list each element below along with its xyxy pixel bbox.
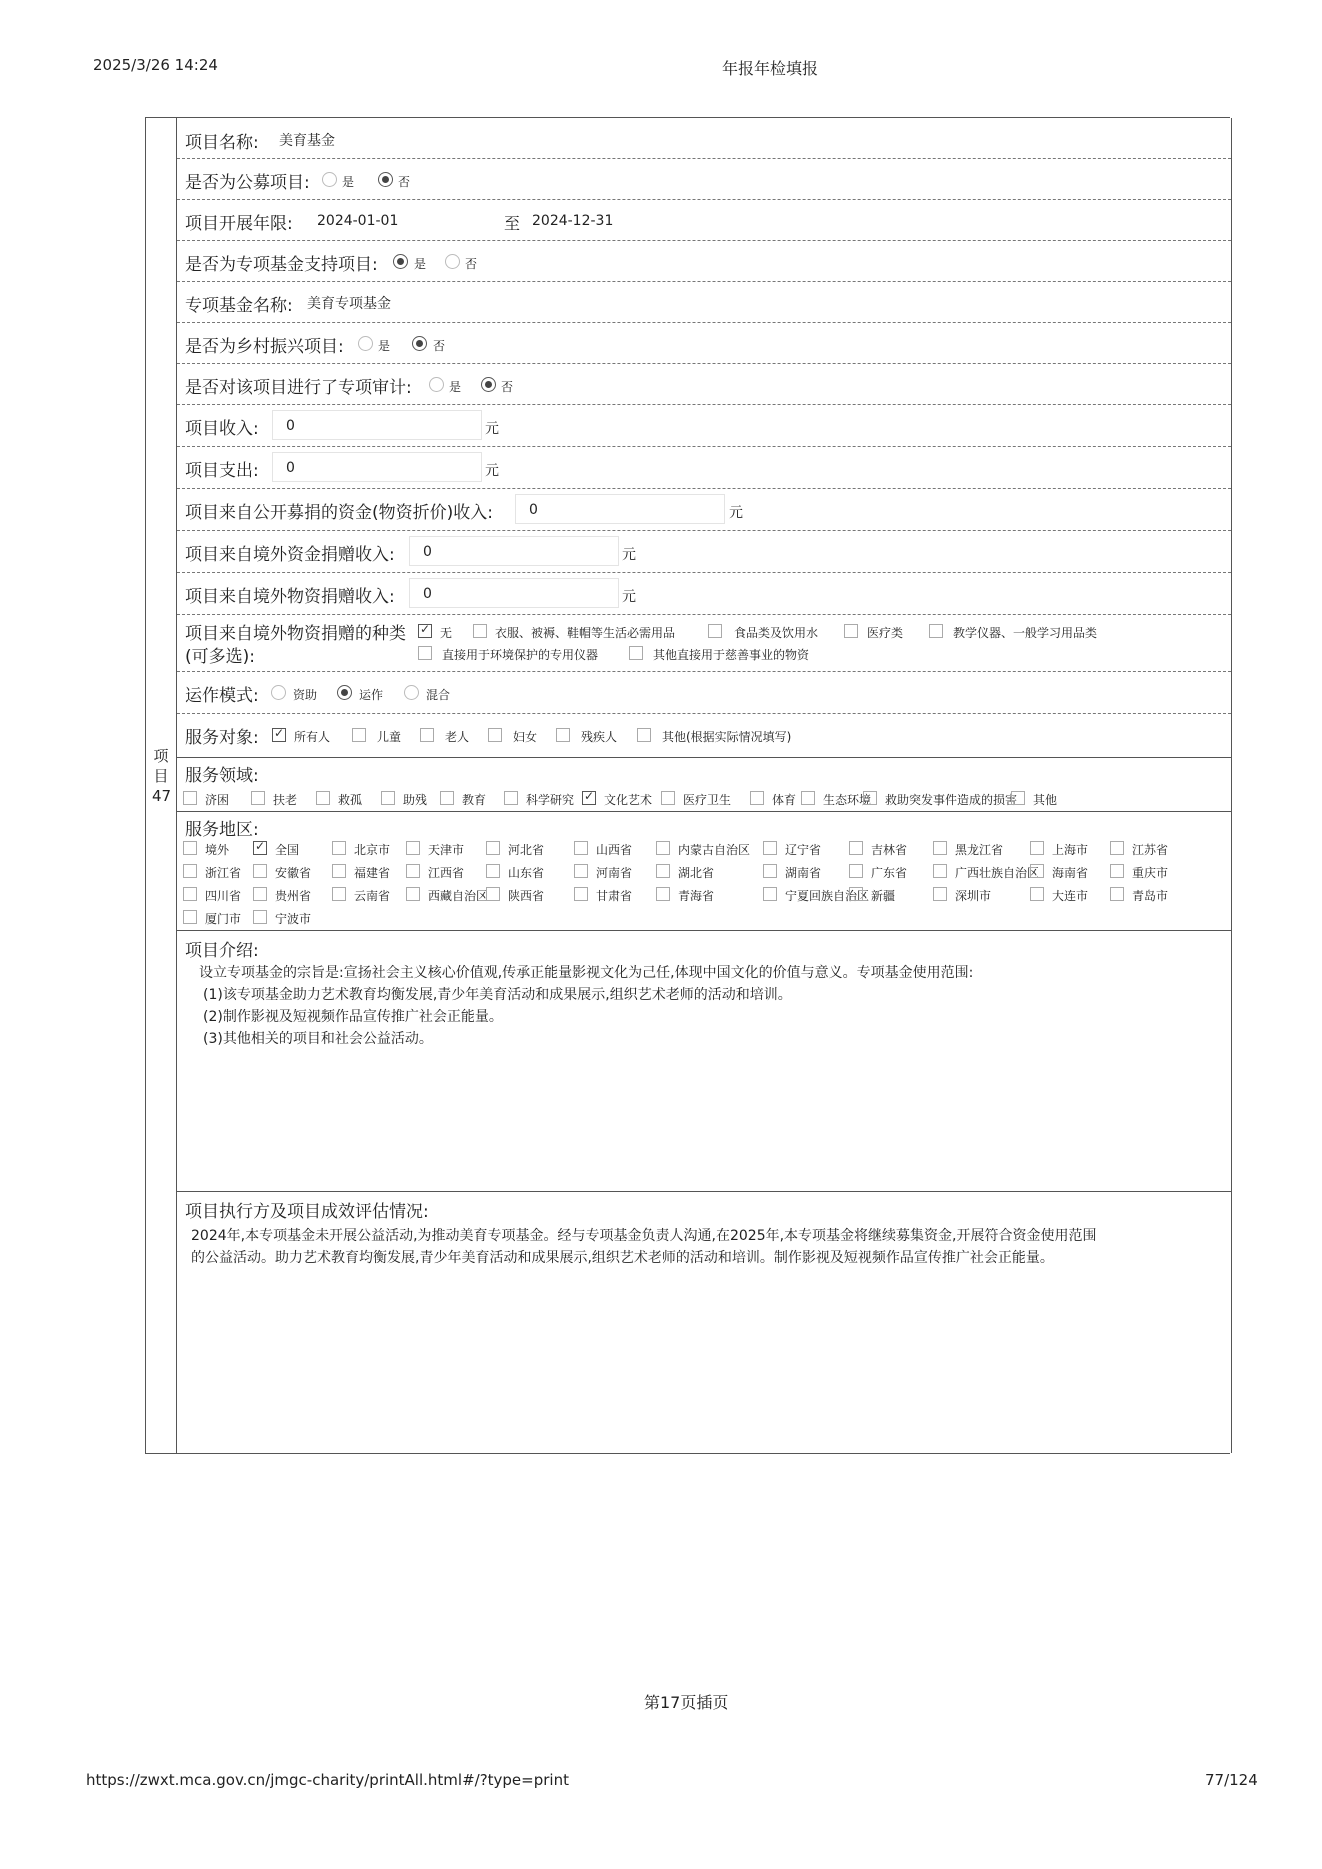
print-datetime: 2025/3/26 14:24 [93, 56, 218, 74]
foreign-fund-value: 0 [423, 544, 432, 560]
evaluation-text [191, 1225, 1097, 1269]
service-region-checkbox[interactable] [849, 887, 863, 901]
public-fundraising-no-radio[interactable] [378, 172, 393, 187]
project-intro-text [199, 962, 973, 1050]
expense-label: 项目支出: [185, 461, 259, 481]
service-field-checkbox[interactable] [582, 791, 596, 805]
public-fundraising-yes-radio[interactable] [322, 172, 337, 187]
operation-option-label: 混合 [426, 688, 451, 702]
service-region-checkbox[interactable] [656, 864, 670, 878]
service-region-checkbox[interactable] [849, 841, 863, 855]
goods-env-checkbox[interactable] [418, 646, 432, 660]
page-url: https://zwxt.mca.gov.cn/jmgc-charity/printAll.html#/?type=print [86, 1771, 569, 1789]
service-region-checkbox[interactable] [253, 910, 267, 924]
service-region-option-label: 江苏省 [1132, 843, 1169, 857]
service-region-option-label: 云南省 [354, 889, 391, 903]
foreign-fund-label: 项目来自境外资金捐赠收入: [185, 545, 395, 565]
foreign-fund-unit: 元 [622, 547, 636, 563]
service-region-checkbox[interactable] [574, 887, 588, 901]
rural-label: 是否为乡村振兴项目: [185, 337, 344, 357]
row-public-income [177, 488, 1231, 531]
public-income-value: 0 [529, 502, 538, 518]
special-fund-support-yes-radio[interactable] [393, 254, 408, 269]
operation-run-radio[interactable] [337, 685, 352, 700]
service-region-checkbox[interactable] [332, 864, 346, 878]
service-region-label: 服务地区: [185, 820, 259, 840]
special-fund-support-no-radio[interactable] [445, 254, 460, 269]
service-field-option-label: 救孤 [338, 793, 363, 807]
row-income [177, 404, 1231, 447]
public-fundraising-yes-label: 是 [342, 175, 355, 189]
service-region-checkbox[interactable] [849, 864, 863, 878]
target-disabled-checkbox[interactable] [556, 728, 570, 742]
service-region-checkbox[interactable] [933, 841, 947, 855]
intro-line: 设立专项基金的宗旨是:宣扬社会主义核心价值观,传承正能量影视文化为己任,体现中国文化的价值与意义。专项基金使用范围: [199, 965, 974, 981]
service-field-checkbox[interactable] [251, 791, 265, 805]
target-option-label: 老人 [445, 730, 470, 744]
public-income-label: 项目来自公开募捐的资金(物资折价)收入: [185, 503, 493, 523]
goods-option-label: 直接用于环境保护的专用仪器 [442, 648, 599, 662]
service-region-checkbox[interactable] [574, 864, 588, 878]
audit-yes-label: 是 [449, 380, 462, 394]
service-region-option-label: 西藏自治区 [428, 889, 489, 903]
service-region-option-label: 江西省 [428, 866, 465, 880]
service-region-checkbox[interactable] [486, 864, 500, 878]
service-region-checkbox[interactable] [1030, 864, 1044, 878]
evaluation-line: 的公益活动。助力艺术教育均衡发展,青少年美育活动和成果展示,组织艺术老师的活动和培训。制作影视及短视频作品宣传推广社会正能量。 [191, 1250, 1054, 1266]
project-name-value: 美育基金 [279, 133, 335, 149]
service-region-checkbox[interactable] [486, 887, 500, 901]
public-fundraising-no-label: 否 [398, 175, 411, 189]
row-goods-types [177, 614, 1231, 672]
service-region-option-label: 内蒙古自治区 [678, 843, 751, 857]
row-special-fund-name [177, 281, 1231, 323]
expense-input[interactable] [272, 452, 482, 482]
goods-option-label: 其他直接用于慈善事业的物资 [653, 648, 810, 662]
service-region-option-label: 山西省 [596, 843, 633, 857]
service-field-option-label: 医疗卫生 [683, 793, 732, 807]
target-children-checkbox[interactable] [352, 728, 366, 742]
goods-food-checkbox[interactable] [708, 624, 722, 638]
service-field-option-label: 文化艺术 [604, 793, 653, 807]
goods-option-label: 无 [440, 626, 453, 640]
row-service-region [177, 811, 1231, 931]
row-service-field [177, 757, 1231, 812]
income-unit: 元 [485, 421, 499, 437]
intro-line: (2)制作影视及短视频作品宣传推广社会正能量。 [203, 1009, 503, 1025]
service-region-checkbox[interactable] [406, 864, 420, 878]
target-option-label: 所有人 [294, 730, 331, 744]
service-region-option-label: 甘肃省 [596, 889, 633, 903]
income-input[interactable] [272, 410, 482, 440]
operation-label: 运作模式: [185, 686, 259, 706]
service-field-option-label: 体育 [772, 793, 797, 807]
service-region-option-label: 吉林省 [871, 843, 908, 857]
evaluation-line: 2024年,本专项基金未开展公益活动,为推动美育专项基金。经与专项基金负责人沟通,在2025年,本专项基金将继续募集资金,开展符合资金使用范围 [191, 1228, 1097, 1244]
period-start[interactable]: 2024-01-01 [317, 213, 399, 229]
foreign-goods-unit: 元 [622, 589, 636, 605]
service-region-option-label: 全国 [275, 843, 300, 857]
service-region-checkbox[interactable] [183, 841, 197, 855]
service-field-checkbox[interactable] [750, 791, 764, 805]
service-region-option-label: 河北省 [508, 843, 545, 857]
service-region-option-label: 青海省 [678, 889, 715, 903]
special-fund-name-value[interactable]: 美育专项基金 [307, 296, 391, 312]
special-fund-support-yes-label: 是 [414, 257, 427, 271]
income-label: 项目收入: [185, 419, 259, 439]
period-to: 至 [504, 214, 521, 233]
service-region-option-label: 贵州省 [275, 889, 312, 903]
special-fund-name-label: 专项基金名称: [185, 296, 293, 316]
service-region-option-label: 厦门市 [205, 912, 242, 926]
project-intro-label: 项目介绍: [185, 941, 259, 961]
income-value: 0 [286, 418, 295, 434]
row-special-fund-support [177, 240, 1231, 282]
goods-teaching-checkbox[interactable] [929, 624, 943, 638]
service-region-option-label: 黑龙江省 [955, 843, 1004, 857]
audit-no-label: 否 [501, 380, 514, 394]
target-option-label: 妇女 [513, 730, 538, 744]
period-end[interactable]: 2024-12-31 [532, 213, 614, 229]
service-region-option-label: 安徽省 [275, 866, 312, 880]
service-field-label: 服务领域: [185, 766, 259, 786]
audit-no-radio[interactable] [481, 377, 496, 392]
row-service-target [177, 713, 1231, 758]
project-number-label [152, 746, 170, 806]
page-counter: 77/124 [1205, 1771, 1258, 1789]
service-field-option-label: 科学研究 [526, 793, 575, 807]
service-region-option-label: 河南省 [596, 866, 633, 880]
service-region-checkbox[interactable] [933, 887, 947, 901]
service-field-checkbox[interactable] [801, 791, 815, 805]
service-region-option-label: 北京市 [354, 843, 391, 857]
side-label-number: 47 [152, 787, 172, 805]
row-foreign-fund [177, 530, 1231, 573]
service-region-checkbox[interactable] [406, 841, 420, 855]
service-region-option-label: 海南省 [1052, 866, 1089, 880]
service-field-checkbox[interactable] [1011, 791, 1025, 805]
service-field-checkbox[interactable] [440, 791, 454, 805]
service-region-checkbox[interactable] [656, 841, 670, 855]
target-option-label: 儿童 [377, 730, 402, 744]
service-region-option-label: 辽宁省 [785, 843, 822, 857]
special-fund-support-label: 是否为专项基金支持项目: [185, 255, 378, 275]
goods-option-label: 医疗类 [867, 626, 904, 640]
goods-option-label: 衣服、被褥、鞋帽等生活必需用品 [495, 626, 676, 640]
service-field-checkbox[interactable] [381, 791, 395, 805]
service-region-option-label: 上海市 [1052, 843, 1089, 857]
service-field-option-label: 扶老 [273, 793, 298, 807]
rural-no-radio[interactable] [412, 336, 427, 351]
service-field-checkbox[interactable] [504, 791, 518, 805]
service-region-option-label: 湖北省 [678, 866, 715, 880]
service-field-option-label: 教育 [462, 793, 487, 807]
service-field-checkbox[interactable] [316, 791, 330, 805]
service-field-option-label: 助残 [403, 793, 428, 807]
rural-yes-radio[interactable] [358, 336, 373, 351]
goods-none-checkbox[interactable] [418, 624, 432, 638]
goods-option-label: 教学仪器、一般学习用品类 [953, 626, 1098, 640]
service-region-checkbox[interactable] [1030, 841, 1044, 855]
service-region-checkbox[interactable] [656, 887, 670, 901]
service-region-option-label: 青岛市 [1132, 889, 1169, 903]
goods-option-label: 食品类及饮用水 [734, 626, 819, 640]
service-region-checkbox[interactable] [253, 887, 267, 901]
goods-medical-checkbox[interactable] [844, 624, 858, 638]
service-region-option-label: 广东省 [871, 866, 908, 880]
service-region-checkbox[interactable] [1110, 841, 1124, 855]
service-region-checkbox[interactable] [253, 864, 267, 878]
form-main [176, 118, 1232, 1453]
target-all-checkbox[interactable] [272, 728, 286, 742]
evaluation-label: 项目执行方及项目成效评估情况: [185, 1202, 429, 1222]
service-region-option-label: 山东省 [508, 866, 545, 880]
row-foreign-goods [177, 572, 1231, 615]
foreign-fund-input[interactable] [409, 536, 619, 566]
foreign-goods-value: 0 [423, 586, 432, 602]
side-label-char: 项 [153, 747, 169, 765]
service-region-checkbox[interactable] [933, 864, 947, 878]
service-region-checkbox[interactable] [763, 864, 777, 878]
service-region-option-label: 宁夏回族自治区 [785, 889, 870, 903]
service-region-checkbox[interactable] [1110, 887, 1124, 901]
service-region-checkbox[interactable] [763, 841, 777, 855]
service-region-checkbox[interactable] [1110, 864, 1124, 878]
rural-yes-label: 是 [378, 339, 391, 353]
row-project-name [177, 118, 1231, 159]
service-region-checkbox[interactable] [253, 841, 267, 855]
row-evaluation [177, 1191, 1231, 1453]
service-region-option-label: 新疆 [871, 889, 896, 903]
target-option-label: 残疾人 [581, 730, 618, 744]
period-label: 项目开展年限: [185, 214, 293, 234]
service-region-checkbox[interactable] [763, 887, 777, 901]
public-fundraising-label: 是否为公募项目: [185, 173, 310, 193]
operation-option-label: 运作 [359, 688, 384, 702]
side-label-char: 目 [153, 767, 169, 785]
operation-option-label: 资助 [293, 688, 318, 702]
service-region-option-label: 大连市 [1052, 889, 1089, 903]
insert-page-label: 第17页插页 [644, 1693, 729, 1712]
rural-no-label: 否 [433, 339, 446, 353]
service-field-option-label: 其他 [1033, 793, 1058, 807]
page-title: 年报年检填报 [722, 59, 819, 78]
target-elderly-checkbox[interactable] [420, 728, 434, 742]
project-form [145, 117, 1230, 1454]
row-audit [177, 363, 1231, 405]
row-operation [177, 671, 1231, 714]
service-field-checkbox[interactable] [183, 791, 197, 805]
goods-clothes-checkbox[interactable] [473, 624, 487, 638]
special-fund-support-no-label: 否 [465, 257, 478, 271]
service-region-checkbox[interactable] [332, 887, 346, 901]
service-region-checkbox[interactable] [486, 841, 500, 855]
service-region-option-label: 广西壮族自治区 [955, 866, 1040, 880]
public-income-input[interactable] [515, 494, 725, 524]
service-region-checkbox[interactable] [332, 841, 346, 855]
public-income-unit: 元 [729, 505, 743, 521]
project-name-label: 项目名称: [185, 133, 259, 153]
service-region-option-label: 湖南省 [785, 866, 822, 880]
target-other-checkbox[interactable] [637, 728, 651, 742]
service-region-option-label: 重庆市 [1132, 866, 1169, 880]
target-women-checkbox[interactable] [488, 728, 502, 742]
audit-label: 是否对该项目进行了专项审计: [185, 378, 412, 398]
audit-yes-radio[interactable] [429, 377, 444, 392]
service-field-option-label: 济困 [205, 793, 230, 807]
service-region-option-label: 天津市 [428, 843, 465, 857]
service-region-checkbox[interactable] [574, 841, 588, 855]
service-region-option-label: 福建省 [354, 866, 391, 880]
service-region-option-label: 四川省 [205, 889, 242, 903]
expense-value: 0 [286, 460, 295, 476]
service-region-checkbox[interactable] [183, 887, 197, 901]
operation-mixed-radio[interactable] [404, 685, 419, 700]
service-field-checkbox[interactable] [863, 791, 877, 805]
row-period [177, 199, 1231, 241]
service-region-option-label: 深圳市 [955, 889, 992, 903]
service-region-checkbox[interactable] [1030, 887, 1044, 901]
service-region-checkbox[interactable] [183, 864, 197, 878]
foreign-goods-label: 项目来自境外物资捐赠收入: [185, 587, 395, 607]
row-public-fundraising [177, 158, 1231, 200]
service-region-option-label: 宁波市 [275, 912, 312, 926]
service-region-option-label: 陕西省 [508, 889, 545, 903]
side-column [146, 118, 177, 1453]
row-expense [177, 446, 1231, 489]
service-region-checkbox[interactable] [183, 910, 197, 924]
goods-types-label-sub: (可多选): [185, 647, 255, 667]
service-target-label: 服务对象: [185, 728, 259, 748]
foreign-goods-input[interactable] [409, 578, 619, 608]
operation-fund-radio[interactable] [271, 685, 286, 700]
service-field-option-label: 生态环境 [823, 793, 872, 807]
intro-line: (3)其他相关的项目和社会公益活动。 [203, 1031, 433, 1047]
service-region-checkbox[interactable] [406, 887, 420, 901]
service-region-option-label: 浙江省 [205, 866, 242, 880]
service-field-checkbox[interactable] [661, 791, 675, 805]
goods-types-label: 项目来自境外物资捐赠的种类 [185, 624, 406, 644]
row-rural [177, 322, 1231, 364]
expense-unit: 元 [485, 463, 499, 479]
goods-other-checkbox[interactable] [629, 646, 643, 660]
row-project-intro [177, 930, 1231, 1192]
service-region-option-label: 境外 [205, 843, 230, 857]
service-field-option-label: 救助突发事件造成的损害 [885, 793, 1018, 807]
target-option-label: 其他(根据实际情况填写) [662, 730, 792, 744]
intro-line: (1)该专项基金助力艺术教育均衡发展,青少年美育活动和成果展示,组织艺术老师的活动和培训。 [203, 987, 792, 1003]
